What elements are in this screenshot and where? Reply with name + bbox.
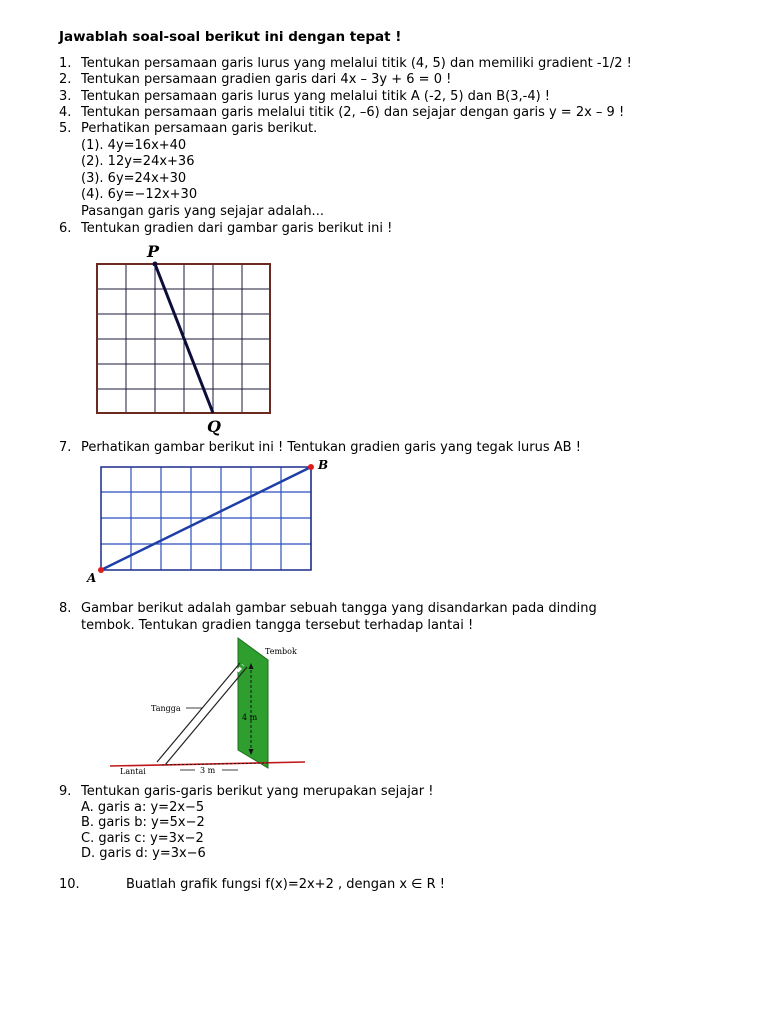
question-1 bbox=[59, 56, 632, 72]
distance-label: 3 m bbox=[200, 766, 216, 775]
question-7 bbox=[59, 440, 581, 456]
question-number: 7. bbox=[59, 440, 72, 455]
question-number: 4. bbox=[59, 105, 72, 120]
point-p bbox=[153, 262, 158, 267]
option-a: A. garis a: y=2x−5 bbox=[81, 800, 205, 815]
question-text: Tentukan gradien dari gambar garis berikut ini ! bbox=[81, 221, 393, 236]
question-8-line-2: tembok. Tentukan gradien tangga tersebut terhadap lantai ! bbox=[81, 618, 474, 633]
question-2 bbox=[59, 72, 451, 88]
figure-ladder bbox=[110, 635, 310, 780]
label-q: Q bbox=[207, 417, 221, 436]
point-a bbox=[98, 567, 104, 573]
figure-grid-ab bbox=[82, 455, 344, 585]
page-title: Jawablah soal-soal berikut ini dengan tepat ! bbox=[59, 29, 402, 45]
question-text: Tentukan persamaan garis lurus yang melalui titik A (-2, 5) dan B(3,-4) ! bbox=[81, 89, 551, 104]
question-text: Tentukan persamaan gradien garis dari 4x – 3y + 6 = 0 ! bbox=[81, 72, 452, 87]
option-3: (3). 6y=24x+30 bbox=[81, 171, 187, 186]
option-2: (2). 12y=24x+36 bbox=[81, 154, 195, 169]
question-text: Perhatikan persamaan garis berikut. bbox=[81, 121, 318, 136]
ladder bbox=[157, 663, 247, 765]
question-text: Gambar berikut adalah gambar sebuah tangga yang disandarkan pada dinding bbox=[81, 601, 597, 616]
question-number: 6. bbox=[59, 221, 72, 236]
question-number: 3. bbox=[59, 89, 72, 104]
question-text: Tentukan garis-garis berikut yang merupakan sejajar ! bbox=[81, 784, 434, 799]
option-c: C. garis c: y=3x−2 bbox=[81, 831, 204, 846]
option-d: D. garis d: y=3x−6 bbox=[81, 846, 206, 861]
question-number: 1. bbox=[59, 56, 72, 71]
figure-grid-pq bbox=[90, 240, 280, 435]
question-number: 8. bbox=[59, 601, 72, 616]
point-b bbox=[308, 464, 314, 470]
question-10-number: 10. bbox=[59, 877, 80, 892]
question-4 bbox=[59, 105, 624, 121]
question-number: 2. bbox=[59, 72, 72, 87]
wall bbox=[238, 638, 268, 768]
question-number: 9. bbox=[59, 784, 72, 799]
label-p: P bbox=[147, 242, 160, 261]
option-1: (1). 4y=16x+40 bbox=[81, 138, 187, 153]
question-number: 5. bbox=[59, 121, 72, 136]
question-text: Tentukan persamaan garis melalui titik (2, –6) dan sejajar dengan garis y = 2x – 9 ! bbox=[81, 105, 625, 120]
option-b: B. garis b: y=5x−2 bbox=[81, 815, 205, 830]
question-3 bbox=[59, 89, 550, 105]
question-8 bbox=[59, 601, 597, 617]
question-5-footer: Pasangan garis yang sejajar adalah... bbox=[81, 204, 324, 219]
question-5 bbox=[59, 121, 317, 137]
floor-label: Lantai bbox=[120, 767, 146, 776]
question-text: Perhatikan gambar berikut ini ! Tentukan gradien garis yang tegak lurus AB ! bbox=[81, 440, 581, 455]
wall-label: Tembok bbox=[265, 647, 297, 656]
label-a: A bbox=[87, 571, 97, 585]
option-4: (4). 6y=−12x+30 bbox=[81, 187, 198, 202]
height-label: 4 m bbox=[242, 713, 258, 722]
ladder-label: Tangga bbox=[151, 704, 181, 713]
label-b: B bbox=[318, 458, 329, 472]
question-text: Tentukan persamaan garis lurus yang melalui titik (4, 5) dan memiliki gradient -1/2 ! bbox=[81, 56, 632, 71]
question-10-text: Buatlah grafik fungsi f(x)=2x+2 , dengan x ∈ R ! bbox=[126, 877, 445, 892]
question-6 bbox=[59, 221, 392, 237]
question-9 bbox=[59, 784, 433, 800]
